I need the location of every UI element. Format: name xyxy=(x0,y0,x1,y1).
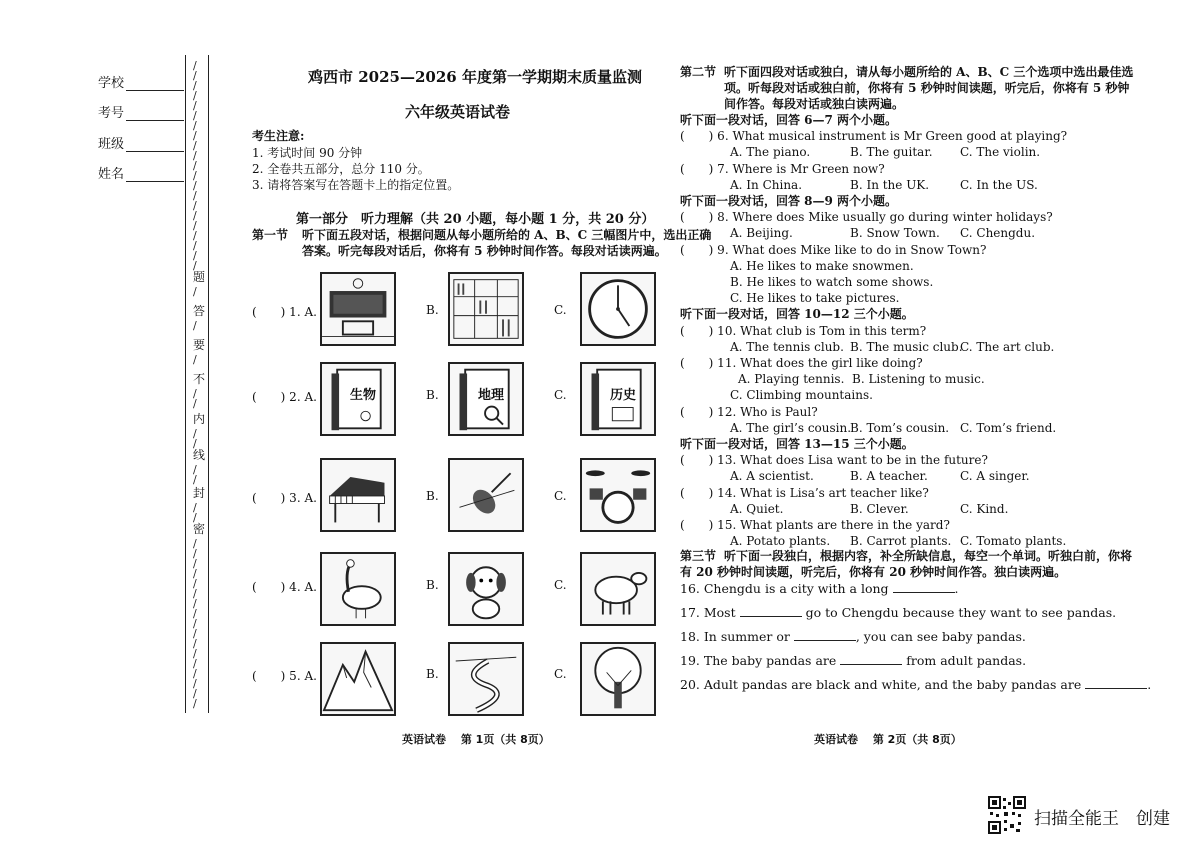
fill-blank-17: 17. Most go to Chengdu because they want to see pandas. xyxy=(680,605,1117,620)
school-field[interactable]: 学校 xyxy=(98,72,184,91)
page2-footer: 英语试卷 第 2页（共 8页） xyxy=(814,733,962,746)
option-c[interactable]: C. Chengdu. xyxy=(960,226,1036,241)
cut-line-dash: / xyxy=(193,229,197,242)
puppy-image[interactable] xyxy=(448,552,524,626)
mountains-image[interactable] xyxy=(320,642,396,716)
cut-line-dash: / xyxy=(193,437,197,450)
cut-line-dash: / xyxy=(193,249,197,262)
section2-label: 第二节 xyxy=(680,65,717,79)
section2-instructions: 听下面四段对话或独白，请从每小题所给的 A、B、C 三个选项中选出最佳选 xyxy=(724,65,1134,79)
cut-line-dash: / xyxy=(193,129,197,142)
cut-line-dash: / xyxy=(193,577,197,590)
listening-direction: 听下面一段对话，回答 13—15 三个小题。 xyxy=(680,437,914,451)
exam-number-field[interactable]: 考号 xyxy=(98,102,184,121)
cut-line-dash: / xyxy=(193,259,197,272)
seal-char: 要 xyxy=(193,338,206,352)
option-c-label: C. xyxy=(554,578,567,592)
cut-line-dash: / xyxy=(193,537,197,550)
section3-instructions: 有 20 秒钟时间读题，听完后，你将有 20 秒钟时间作答。独白读两遍。 xyxy=(680,565,1067,579)
cut-line-dash: / xyxy=(193,657,197,670)
question-text: ( ) 9. What does Mike like to do in Snow Town? xyxy=(680,242,987,257)
option-c[interactable]: C. Tomato plants. xyxy=(960,534,1067,549)
cut-line-dash: / xyxy=(193,511,197,524)
cut-line-dash: / xyxy=(193,387,197,400)
question-text: ( ) 13. What does Lisa want to be in the future? xyxy=(680,453,988,468)
seal-char: 内 xyxy=(193,412,206,426)
option-c[interactable]: C. The art club. xyxy=(960,339,1055,354)
binding-line-left xyxy=(185,55,186,713)
cut-line-dash: / xyxy=(193,567,197,580)
option-line[interactable]: C. He likes to take pictures. xyxy=(730,291,900,306)
cut-line-dash: / xyxy=(193,607,197,620)
option-b[interactable]: B. Snow Town. xyxy=(850,226,940,241)
question-text: ( ) 15. What plants are there in the yard? xyxy=(680,518,950,532)
cut-line-dash: / xyxy=(193,319,197,332)
geography-book-image[interactable] xyxy=(448,362,524,436)
river-image[interactable] xyxy=(448,642,524,716)
cut-line-dash: / xyxy=(193,397,197,410)
option-a[interactable]: A. The girl’s cousin. xyxy=(730,420,852,435)
option-b[interactable]: B. Listening to music. xyxy=(852,372,985,387)
option-line[interactable]: B. He likes to watch some shows. xyxy=(730,275,934,289)
cut-line-dash: / xyxy=(193,285,197,298)
cut-line-dash: / xyxy=(193,199,197,212)
option-a[interactable]: A. In China. xyxy=(730,177,803,192)
section1-instructions: 答案。听完每段对话后，你将有 5 秒钟时间作答。每段对话读两遍。 xyxy=(302,244,667,258)
question-4-label: ( ) 4. A. xyxy=(252,580,317,594)
cut-line-dash: / xyxy=(193,59,197,72)
question-3-label: ( ) 3. A. xyxy=(252,491,317,505)
listening-direction: 听下面一段对话，回答 8—9 两个小题。 xyxy=(680,194,898,208)
option-line[interactable]: A. He likes to make snowmen. xyxy=(730,258,914,273)
clock-image[interactable] xyxy=(580,272,656,346)
answer-blank[interactable] xyxy=(893,581,955,593)
cut-line-dash: / xyxy=(193,617,197,630)
question-text: ( ) 7. Where is Mr Green now? xyxy=(680,161,885,176)
option-a[interactable]: A. Potato plants. xyxy=(730,534,831,549)
option-a[interactable]: A. The piano. xyxy=(730,145,811,160)
option-c[interactable]: C. Tom’s friend. xyxy=(960,420,1057,435)
section1-instructions: 听下面五段对话，根据问题从每小题所给的 A、B、C 三幅图片中，选出正确 xyxy=(302,228,712,242)
cut-line-dash: / xyxy=(193,687,197,700)
answer-blank[interactable] xyxy=(794,629,856,641)
goose-image[interactable] xyxy=(320,552,396,626)
cut-line-dash: / xyxy=(193,473,197,486)
book-title: 地理 xyxy=(478,388,505,403)
binding-line-right xyxy=(208,55,209,713)
option-a[interactable]: A. Beijing. xyxy=(730,226,793,241)
violin-image[interactable] xyxy=(448,458,524,532)
seal-char: 不 xyxy=(193,372,206,386)
option-c-label: C. xyxy=(554,489,567,503)
cut-line-dash: / xyxy=(193,69,197,82)
exam-title: 鸡西市 2025—2026 年度第一学期期末质量监测 xyxy=(308,68,642,86)
exam-subtitle: 六年级英语试卷 xyxy=(405,103,511,121)
cut-line-dash: / xyxy=(193,667,197,680)
option-c[interactable]: C. The violin. xyxy=(960,145,1041,160)
library-shelves-image[interactable] xyxy=(448,272,524,346)
option-a[interactable]: A. The tennis club. xyxy=(730,339,844,354)
option-a[interactable]: A. A scientist. xyxy=(730,469,814,484)
fill-blank-20: 20. Adult pandas are black and white, and the baby pandas are . xyxy=(680,677,1152,692)
cut-line-dash: / xyxy=(193,597,197,610)
cut-line-dash: / xyxy=(193,149,197,162)
option-b-label: B. xyxy=(426,303,439,317)
scanner-watermark: 扫描全能王 创建 xyxy=(1034,809,1170,829)
option-c[interactable]: C. A singer. xyxy=(960,469,1030,484)
cut-line-dash: / xyxy=(193,89,197,102)
cut-line-dash: / xyxy=(193,109,197,122)
piano-image[interactable] xyxy=(320,458,396,532)
answer-blank[interactable] xyxy=(840,653,902,665)
question-text: ( ) 10. What club is Tom in this term? xyxy=(680,323,927,338)
tree-image[interactable] xyxy=(580,642,656,716)
biology-book-image[interactable] xyxy=(320,362,396,436)
option-b[interactable]: B. A teacher. xyxy=(850,469,928,484)
cut-line-dash: / xyxy=(193,677,197,690)
option-line[interactable]: C. Climbing mountains. xyxy=(730,388,873,403)
question-5-label: ( ) 5. A. xyxy=(252,669,317,683)
cut-line-dash: / xyxy=(193,99,197,112)
option-a[interactable]: A. Quiet. xyxy=(730,501,784,516)
cut-line-dash: / xyxy=(193,169,197,182)
option-c-label: C. xyxy=(554,388,567,402)
cut-line-dash: / xyxy=(193,547,197,560)
option-b[interactable]: B. In the UK. xyxy=(850,177,930,192)
notice-item: 2. 全卷共五部分，总分 110 分。 xyxy=(252,162,430,176)
listening-direction: 听下面一段对话，回答 10—12 三个小题。 xyxy=(680,307,914,322)
seal-char: 封 xyxy=(193,486,206,500)
option-b[interactable]: B. Tom’s cousin. xyxy=(850,420,950,435)
seal-char: 答 xyxy=(193,304,206,318)
listening-direction: 听下面一段对话，回答 6—7 两个小题。 xyxy=(680,113,898,127)
drum-kit-image[interactable] xyxy=(580,458,656,532)
cut-line-dash: / xyxy=(193,179,197,192)
option-b-label: B. xyxy=(426,388,439,402)
option-b[interactable]: B. The music club. xyxy=(850,339,963,354)
question-text: ( ) 6. What musical instrument is Mr Green good at playing? xyxy=(680,129,1068,144)
class-field[interactable]: 班级 xyxy=(98,133,184,152)
cut-line-dash: / xyxy=(193,79,197,92)
question-text: ( ) 12. Who is Paul? xyxy=(680,404,818,419)
cut-line-dash: / xyxy=(193,637,197,650)
option-a[interactable]: A. Playing tennis. xyxy=(738,372,845,387)
option-b[interactable]: B. Clever. xyxy=(850,501,909,516)
question-text: ( ) 11. What does the girl like doing? xyxy=(680,356,923,370)
option-b-label: B. xyxy=(426,489,439,503)
classroom-blackboard-image[interactable] xyxy=(320,272,396,346)
notice-item: 1. 考试时间 90 分钟 xyxy=(252,146,363,160)
cut-line-dash: / xyxy=(193,353,197,366)
question-1-label: ( ) 1. A. xyxy=(252,305,317,319)
question-text: ( ) 14. What is Lisa’s art teacher like? xyxy=(680,485,929,500)
history-book-image[interactable] xyxy=(580,362,656,436)
option-b[interactable]: B. Carrot plants. xyxy=(850,534,952,549)
seal-char: 题 xyxy=(193,270,206,284)
answer-blank[interactable] xyxy=(740,605,802,617)
cut-line-dash: / xyxy=(193,139,197,152)
option-b-label: B. xyxy=(426,667,439,681)
question-2-label: ( ) 2. A. xyxy=(252,390,317,404)
part1-heading: 第一部分 听力理解（共 20 小题，每小题 1 分，共 20 分） xyxy=(296,212,655,227)
fill-blank-16: 16. Chengdu is a city with a long . xyxy=(680,581,959,596)
cut-line-dash: / xyxy=(193,501,197,514)
cut-line-dash: / xyxy=(193,557,197,570)
option-b[interactable]: B. The guitar. xyxy=(850,145,933,160)
section3-label: 第三节 xyxy=(680,549,717,563)
book-title: 生物 xyxy=(350,388,377,403)
notice-heading: 考生注意: xyxy=(252,129,305,143)
option-b-label: B. xyxy=(426,578,439,592)
option-c-label: C. xyxy=(554,303,567,317)
seal-char: 密 xyxy=(193,522,206,536)
cut-line-dash: / xyxy=(193,427,197,440)
sheep-image[interactable] xyxy=(580,552,656,626)
name-field[interactable]: 姓名 xyxy=(98,163,184,182)
cut-line-dash: / xyxy=(193,647,197,660)
cut-line-dash: / xyxy=(193,587,197,600)
fill-blank-19: 19. The baby pandas are from adult pandas. xyxy=(680,653,1027,668)
cut-line-dash: / xyxy=(193,159,197,172)
section2-instructions: 间作答。每段对话或独白读两遍。 xyxy=(724,97,905,111)
section2-instructions: 项。听每段对话或独白前，你将有 5 秒钟时间读题，听完后，你将有 5 秒钟 xyxy=(724,81,1130,95)
notice-item: 3. 请将答案写在答题卡上的指定位置。 xyxy=(252,178,460,192)
cut-line-dash: / xyxy=(193,627,197,640)
cut-line-dash: / xyxy=(193,189,197,202)
book-title: 历史 xyxy=(610,388,637,403)
option-c[interactable]: C. Kind. xyxy=(960,501,1009,516)
option-c-label: C. xyxy=(554,667,567,681)
question-text: ( ) 8. Where does Mike usually go during winter holidays? xyxy=(680,210,1053,225)
cut-line-dash: / xyxy=(193,697,197,710)
fill-blank-18: 18. In summer or , you can see baby pandas. xyxy=(680,629,1026,644)
cut-line-dash: / xyxy=(193,119,197,132)
section1-label: 第一节 xyxy=(252,228,289,242)
cut-line-dash: / xyxy=(193,209,197,222)
seal-char: 线 xyxy=(193,448,206,462)
page1-footer: 英语试卷 第 1页（共 8页） xyxy=(402,733,550,746)
section3-instructions: 听下面一段独白，根据内容，补全所缺信息，每空一个单词。听独白前，你将 xyxy=(724,549,1133,563)
option-c[interactable]: C. In the US. xyxy=(960,177,1038,192)
answer-blank[interactable] xyxy=(1085,677,1147,689)
cut-line-dash: / xyxy=(193,239,197,252)
qr-code-icon xyxy=(988,796,1026,834)
cut-line-dash: / xyxy=(193,219,197,232)
cut-line-dash: / xyxy=(193,463,197,476)
